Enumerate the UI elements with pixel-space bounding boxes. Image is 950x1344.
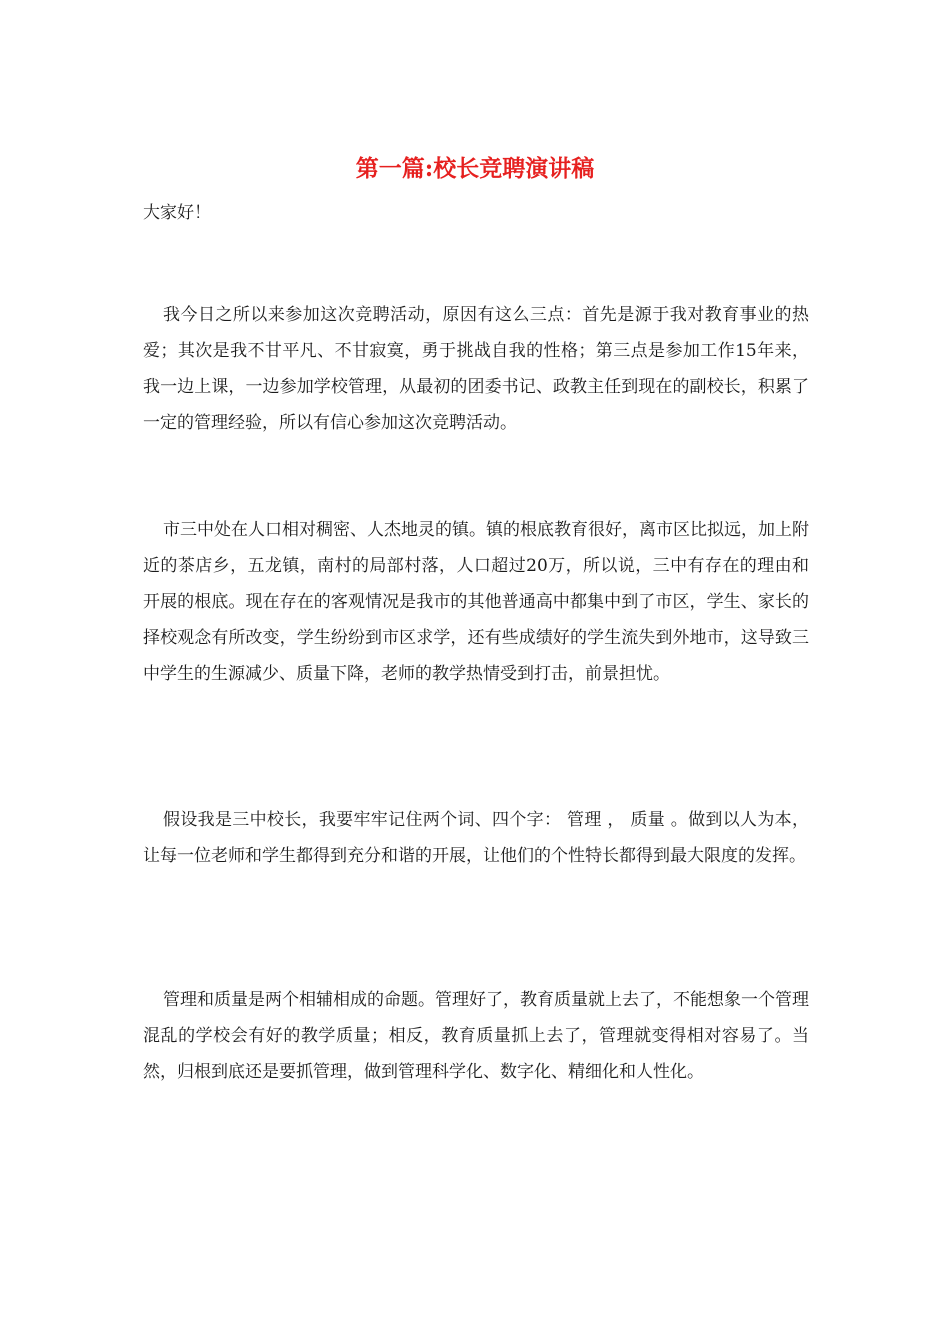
paragraph-principal-plan: 假设我是三中校长，我要牢牢记住两个词、四个字： 管理 ， 质量 。做到以人为本，让每一位老师和学生都得到充分和谐的开展，让他们的个性特长都得到最大限度的发挥。 <box>143 810 809 866</box>
paragraph-motivation: 我今日之所以来参加这次竞聘活动，原因有这么三点：首先是源于我对教育事业的热爱；其次是我不甘平凡、不甘寂寞，勇于挑战自我的性格；第三点是参加工作15年来，我一边上课，一边参加学校管理，从最初的团委书记、政教主任到现在的副校长，积累了一定的管理经验，所以有信心参加这次竞聘活动。 <box>143 305 809 433</box>
paragraph-school-situation: 市三中处在人口相对稠密、人杰地灵的镇。镇的根底教育很好，离市区比拟远，加上附近的茶店乡，五龙镇，南村的局部村落，人口超过20万，所以说，三中有存在的理由和开展的根底。现在存在的客观情况是我市的其他普通高中都集中到了市区，学生、家长的择校观念有所改变，学生纷纷到市区求学，还有些成绩好的学生流失到外地市，这导致三中学生的生源减少、质量下降，老师的教学热情受到打击，前景担忧。 <box>143 520 809 684</box>
greeting: 大家好！ <box>143 203 211 223</box>
paragraph-management-quality: 管理和质量是两个相辅相成的命题。管理好了，教育质量就上去了，不能想象一个管理混乱的学校会有好的教学质量；相反，教育质量抓上去了，管理就变得相对容易了。当然，归根到底还是要抓管理，做到管理科学化、数字化、精细化和人性化。 <box>143 990 809 1082</box>
document-title: 第一篇:校长竞聘演讲稿 <box>355 155 595 182</box>
